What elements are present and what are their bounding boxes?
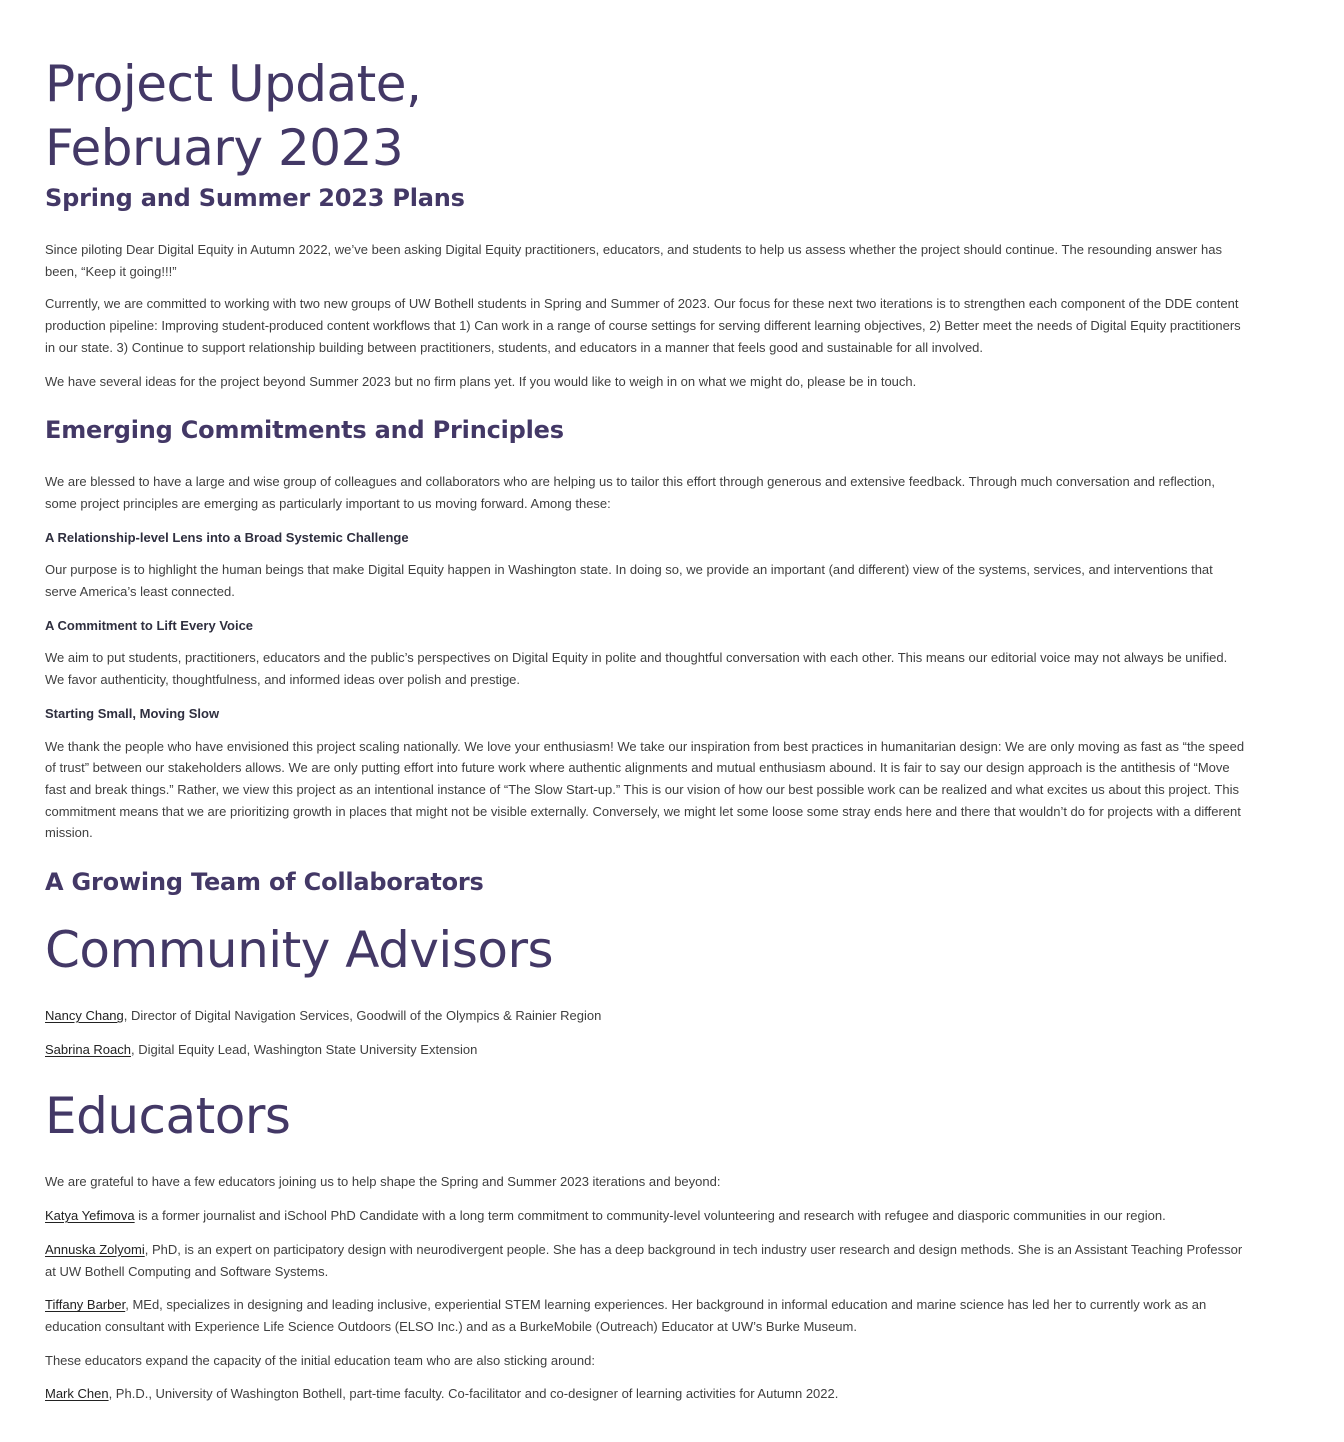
- section-heading-plans: Spring and Summer 2023 Plans: [45, 184, 465, 212]
- continuing-team-intro: These educators expand the capacity of the initial education team who are also sticking around:: [45, 1352, 595, 1368]
- advisor-name-link[interactable]: Nancy Chang: [45, 1008, 124, 1024]
- principle-text: We aim to put students, practitioners, educators and the public’s perspectives on Digital Equity in polite and thoughtful conversation with each other. This means our editorial voice may not always be unified. We favor authenticity, thoughtfulness, and informed ideas over polish and prestige.: [45, 650, 1228, 688]
- educator-name-link[interactable]: Tiffany Barber: [45, 1297, 126, 1313]
- educator-entry: [45, 1205, 1245, 1227]
- continuing-educator-entry: [45, 1383, 1245, 1405]
- advisor-description: , Director of Digital Navigation Services, Goodwill of the Olympics & Rainier Region: [123, 1008, 602, 1024]
- plans-paragraph-1: Since piloting Dear Digital Equity in Autumn 2022, we’ve been asking Digital Equity practitioners, educators, and students to help us assess whether the project should continue. The resounding answer has been, “Keep it going!!!”: [45, 242, 1222, 279]
- educator-entry: [45, 1294, 1245, 1337]
- principles-intro: We are blessed to have a large and wise group of colleagues and collaborators who are helping us to tailor this effort through generous and extensive feedback. Through much conversation and reflection, some project principles are emerging as particularly important to us moving forward. Among these:: [45, 474, 1216, 511]
- advisors-heading: Community Advisors: [45, 921, 554, 980]
- educator-description: , MEd, specializes in designing and leading inclusive, experiential STEM learning experiences. Her background in informal education and marine science has led her to currently work as an education consultant with Experience Life Science Outdoors (ELSO Inc.) and as a BurkeMobile (Outreach) Educator at UW’s Burke Museum.: [45, 1297, 1207, 1334]
- educator-description: , PhD, is an expert on participatory design with neurodivergent people. She has a deep background in tech industry user research and design methods. She is an Assistant Teaching Professor at UW Bothell Computing and Software Systems.: [45, 1241, 1243, 1279]
- principle-title: A Commitment to Lift Every Voice: [45, 617, 254, 633]
- advisor-name-link[interactable]: Sabrina Roach: [45, 1041, 131, 1057]
- educator-description: , Ph.D., University of Washington Bothell, part-time faculty. Co-facilitator and co-designer of learning activities for Autumn 2022.: [108, 1386, 839, 1402]
- educators-intro: We are grateful to have a few educators joining us to help shape the Spring and Summer 2023 iterations and beyond:: [45, 1174, 721, 1190]
- principle-title: Starting Small, Moving Slow: [45, 705, 220, 721]
- educator-name-link[interactable]: Mark Chen: [45, 1386, 109, 1402]
- advisor-entry: [45, 1005, 1245, 1027]
- section-heading-collaborators: A Growing Team of Collaborators: [45, 868, 484, 897]
- advisor-description: , Digital Equity Lead, Washington State University Extension: [131, 1041, 478, 1057]
- advisor-entry: [45, 1039, 1245, 1061]
- principle-text: Our purpose is to highlight the human beings that make Digital Equity happen in Washington state. In doing so, we provide an important (and different) view of the systems, services, and interventions that serve America’s least connected.: [45, 562, 1213, 600]
- principle-title: A Relationship-level Lens into a Broad Systemic Challenge: [45, 529, 409, 545]
- educator-name-link[interactable]: Katya Yefimova: [45, 1208, 135, 1224]
- plans-paragraph-3: We have several ideas for the project beyond Summer 2023 but no firm plans yet. If you would like to weigh in on what we might do, please be in touch.: [45, 373, 917, 389]
- section-heading-principles: Emerging Commitments and Principles: [45, 416, 564, 445]
- educators-heading: Educators: [45, 1087, 291, 1146]
- educator-description: is a former journalist and iSchool PhD Candidate with a long term commitment to community-level volunteering and research with refugee and diasporic communities in our region.: [134, 1208, 1166, 1224]
- educator-name-link[interactable]: Annuska Zolyomi: [45, 1241, 145, 1257]
- page-title: Project Update, February 2023: [45, 55, 422, 177]
- plans-paragraph-2: Currently, we are committed to working with two new groups of UW Bothell students in Spring and Summer of 2023. Our focus for these next two iterations is to strengthen each component of the DDE content production pipeline: Improving student-produced content workflows that 1) Can work in a range of course settings for serving different learning objectives, 2) Better meet the needs of Digital Equity practitioners in our state. 3) Continue to support relationship building between practitioners, students, and educators in a manner that feels good and sustainable for all involved.: [45, 296, 1241, 355]
- educator-entry: [45, 1239, 1245, 1282]
- principle-text: We thank the people who have envisioned this project scaling nationally. We love your enthusiasm! We take our inspiration from best practices in humanitarian design: We are only moving as fast as “the speed of trust” between our stakeholders allows. We are only putting effort into future work where authentic alignments and mutual enthusiasm abound. It is fair to say our design approach is the antithesis of “Move fast and break things.” Rather, we view this project as an intentional instance of “The Slow Start-up.” This is our vision of how our best possible work can be realized and what excites us about this project. This commitment means that we are prioritizing growth in places that might not be visible externally. Conversely, we might let some loose some stray ends here and there that wouldn’t do for projects with a different mission.: [45, 738, 1245, 841]
